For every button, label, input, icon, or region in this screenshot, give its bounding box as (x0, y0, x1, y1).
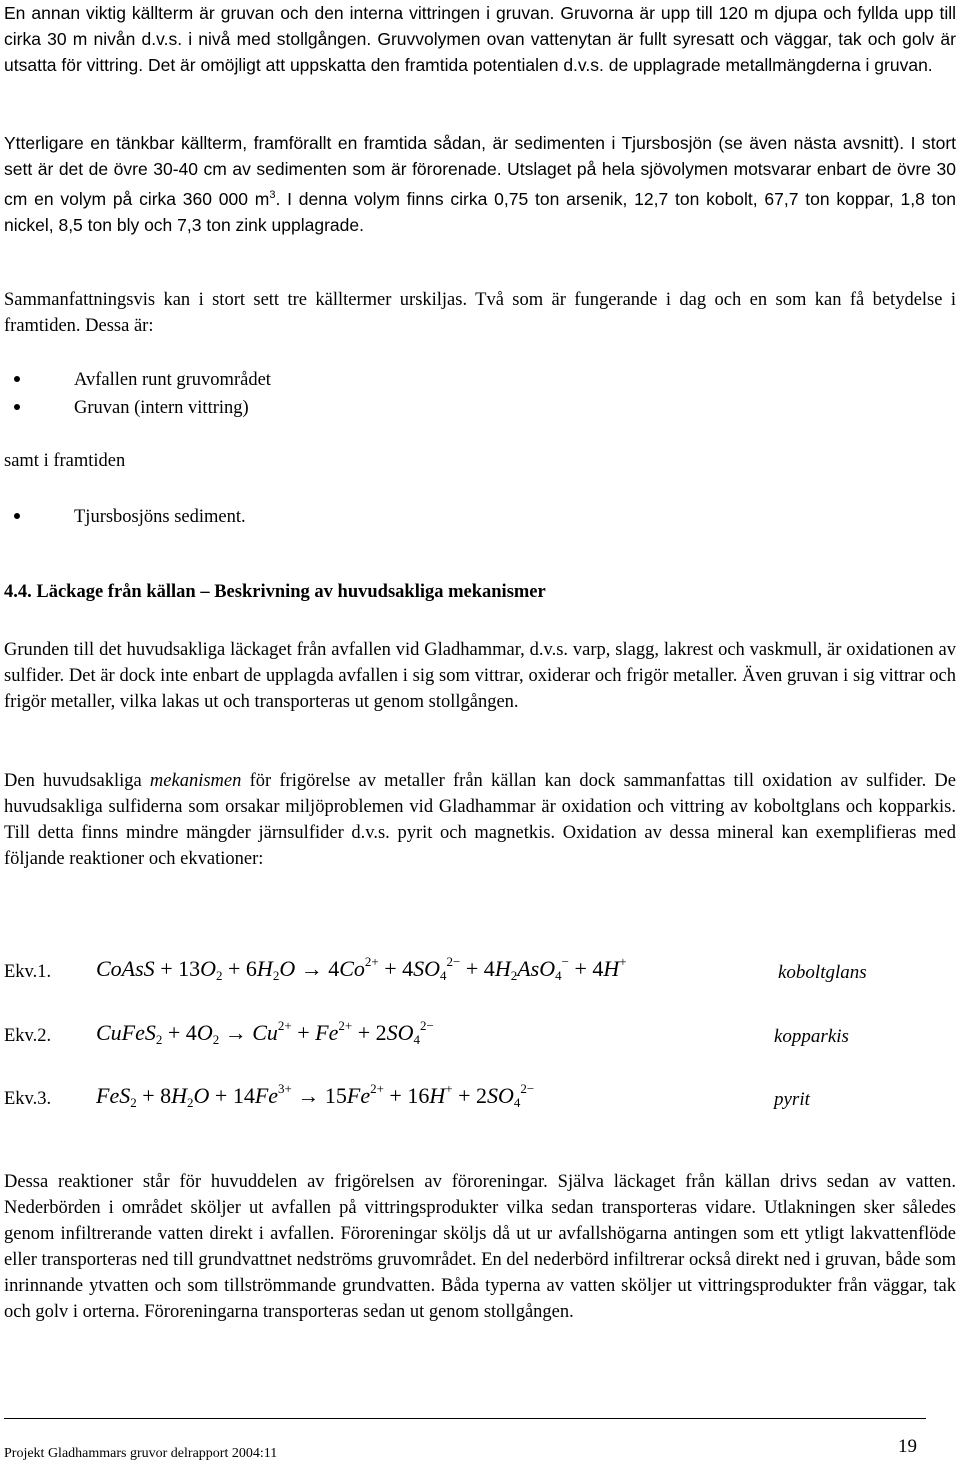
paragraph-grunden: Grunden till det huvudsakliga läckaget från avfallen vid Gladhammar, d.v.s. varp, slagg, lakrest och vaskmull, är oxidationen av sulfider. Det är dock inte enbart de upplagda avfallen i sig som vittrar, oxiderar och frigör metaller. Även gruvan i sig vittrar och frigör metaller, vilka lakas ut och transporteras ut genom stollgången. (4, 640, 956, 712)
paragraph-summary: Sammanfattningsvis kan i stort sett tre källtermer urskiljas. Två som är fungerande i dag och en som kan få betydelse i framtiden. Dessa är: (4, 290, 956, 336)
bullet-item-1 (14, 367, 271, 393)
footer-project: Projekt Gladhammars gruvor delrapport 2004:11 (4, 1446, 278, 1461)
bullet-text: Avfallen runt gruvområdet (74, 370, 271, 390)
equation-3 (4, 1081, 956, 1121)
paragraph-samt: samt i framtiden (4, 451, 126, 471)
section-heading: 4.4. Läckage från källan – Beskrivning av huvudsakliga mekanismer (4, 582, 546, 602)
emphasis-mekanismen: mekanismen (149, 771, 242, 791)
page-number: 19 (898, 1436, 917, 1457)
equation-2 (4, 1018, 956, 1058)
equation-formula: $FeS_2 + 8H_2O + 14Fe^{3+} \to 15Fe^{2+} + 16H^+ + 2SO_4^{2-}$ (96, 1081, 535, 1110)
equation-formula: CoAsS + $13O_2 + 6H_2O \to 4Co^{2+} + 4SO_4^{2-} + 4H_2AsO_4^- + 4H^+$ (96, 954, 627, 983)
equation-mineral: koboltglans (778, 962, 867, 983)
bullet-item-3 (14, 504, 246, 530)
equation-label: Ekv.3. (4, 1089, 52, 1109)
paragraph-sediment-c: . I denna volym finns cirka 0,75 ton arsenik, 12,7 ton kobolt, 67,7 ton koppar, 1,8 ton nickel, 8,5 ton bly och 7,3 ton zink upplagrade. (4, 189, 956, 235)
bullet-item-2 (14, 395, 249, 421)
paragraph-mekanism: Den huvudsakliga mekanismen för frigörelse av metaller från källan kan dock sammanfattas till oxidation av sulfider. De huvudsakliga sulfiderna som orsakar miljöproblemen vid Gladhammar är oxidation och vittring av koboltglans och kopparkis. Till detta finns mindre mängder järnsulfider d.v.s. pyrit och magnetkis. Oxidation av dessa mineral kan exemplifieras med följande reaktioner och ekvationer: (4, 771, 956, 869)
footer-divider (4, 1418, 926, 1419)
equation-mineral: pyrit (774, 1089, 810, 1110)
equation-1 (4, 954, 956, 994)
paragraph-sediment-a: Ytterligare en tänkbar källterm, framförallt en framtida sådan, är sedimenten i Tjursbosjön (se även nästa avsnitt). (4, 133, 905, 153)
bullet-text: Tjursbosjöns sediment. (74, 507, 246, 527)
bullet-icon (14, 513, 20, 519)
equation-label: Ekv.2. (4, 1026, 52, 1046)
paragraph-sediment-b: I stort sett är det de övre 30-40 cm av sedimenten som är förorenade. Utslaget på hela sjövolymen motsvarar enbart de övre 30 cm en volym på cirka 360 000 m (4, 133, 957, 209)
bullet-icon (14, 376, 20, 382)
superscript-3: 3 (269, 189, 276, 201)
paragraph-gruvan: En annan viktig källterm är gruvan och den interna vittringen i gruvan. Gruvorna är upp till 120 m djupa och fyllda upp till cirka 30 m nivån d.v.s. i nivå med stollgången. Gruvvolymen ovan vattenytan är fullt syresatt och väggar, tak och golv är utsatta för vittring. Det är omöjligt att uppskatta den framtida potentialen d.v.s. de upplagrade metallmängderna i gruvan. (4, 3, 956, 75)
bullet-icon (14, 404, 20, 410)
equation-mineral: kopparkis (774, 1026, 849, 1047)
equation-label: Ekv.1. (4, 962, 52, 982)
paragraph-reaktioner: Dessa reaktioner står för huvuddelen av frigörelsen av föroreningar. Själva läckaget från källan drivs sedan av vatten. Nederbörden i området sköljer ut avfallen på vittringsprodukter vilka sedan transporteras vidare. Utlakningen sker således genom infiltrerande vatten direkt i avfallen. Föroreningar sköljs då ut ur avfallshögarna antingen som ett ytligt lakvattenflöde eller transporteras ned till grundvattnet nedströms gruvområdet. En del nederbörd infiltrerar också direkt ned i gruvan, både som inrinnande ytvatten och som tillströmmande grundvatten. Båda typerna av vatten sköljer ut vittringsprodukter från väggar, tak och golv i orterna. Föroreningarna transporteras sedan ut genom stollgången. (4, 1172, 956, 1322)
paragraph-sediment (4, 130, 956, 238)
bullet-text: Gruvan (intern vittring) (74, 398, 249, 418)
equation-formula: CuFeS$_2$ + $4O_2 \to Cu^{2+} + Fe^{2+} + 2SO_4^{2-}$ (96, 1018, 434, 1047)
